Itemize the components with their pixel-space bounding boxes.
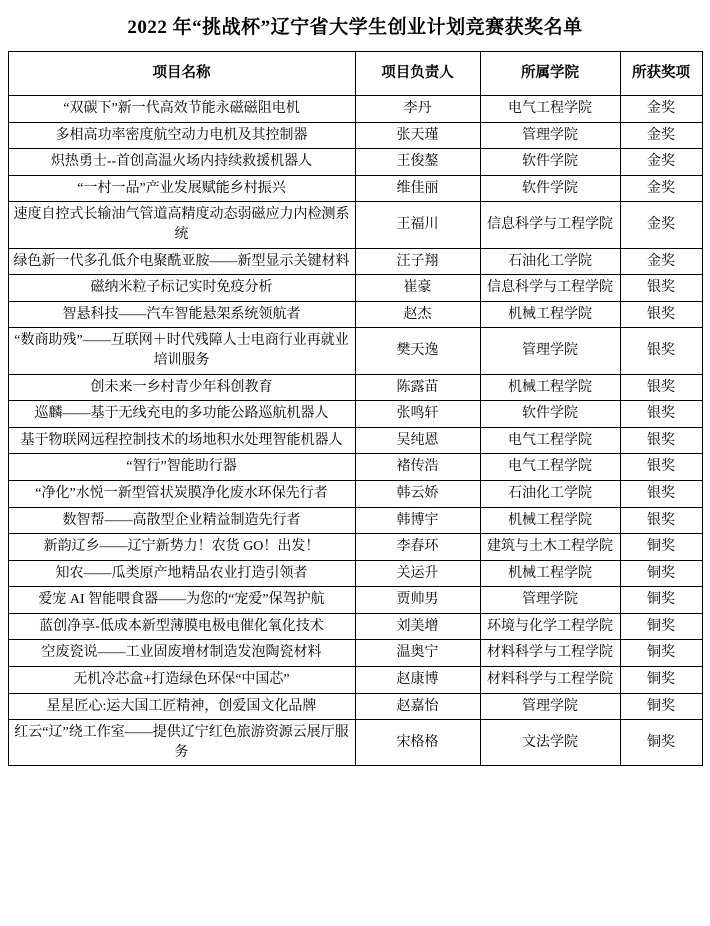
cell-college: 管理学院 xyxy=(480,587,620,614)
cell-project-leader: 汪子翔 xyxy=(355,248,480,275)
cell-project-leader: 温奥宁 xyxy=(355,640,480,667)
cell-award: 银奖 xyxy=(620,507,702,534)
cell-award: 铜奖 xyxy=(620,667,702,694)
cell-project-name: 蓝创净享-低成本新型薄膜电极电催化氧化技术 xyxy=(8,613,355,640)
cell-project-name: 创未来一乡村青少年科创教育 xyxy=(8,374,355,401)
cell-project-leader: 樊天逸 xyxy=(355,328,480,374)
table-row xyxy=(8,507,702,534)
cell-award: 银奖 xyxy=(620,427,702,454)
table-row xyxy=(8,328,702,374)
cell-project-name: 磁纳米粒子标记实时免疫分析 xyxy=(8,275,355,302)
table-row xyxy=(8,96,702,123)
cell-college: 机械工程学院 xyxy=(480,374,620,401)
cell-college: 石油化工学院 xyxy=(480,248,620,275)
cell-college: 机械工程学院 xyxy=(480,507,620,534)
table-row xyxy=(8,401,702,428)
cell-college: 电气工程学院 xyxy=(480,96,620,123)
cell-college: 石油化工学院 xyxy=(480,480,620,507)
cell-award: 铜奖 xyxy=(620,587,702,614)
cell-project-name: 基于物联网远程控制技术的场地积水处理智能机器人 xyxy=(8,427,355,454)
table-row xyxy=(8,534,702,561)
cell-project-name: 知农——瓜类原产地精品农业打造引领者 xyxy=(8,560,355,587)
cell-project-leader: 宋格格 xyxy=(355,720,480,766)
cell-project-name: “双碳下”新一代高效节能永磁磁阻电机 xyxy=(8,96,355,123)
cell-project-leader: 赵康博 xyxy=(355,667,480,694)
cell-project-name: 多相高功率密度航空动力电机及其控制器 xyxy=(8,122,355,149)
cell-project-name: 爱宠 AI 智能喂食器——为您的“宠爱”保驾护航 xyxy=(8,587,355,614)
cell-project-name: 智悬科技——汽车智能悬架系统领航者 xyxy=(8,301,355,328)
cell-award: 铜奖 xyxy=(620,534,702,561)
table-row xyxy=(8,480,702,507)
cell-project-name: 新韵辽乡——辽宁新势力！农货 GO！出发！ xyxy=(8,534,355,561)
cell-award: 银奖 xyxy=(620,480,702,507)
cell-project-name: “净化”水悦一新型管状炭膜净化废水环保先行者 xyxy=(8,480,355,507)
cell-award: 金奖 xyxy=(620,122,702,149)
table-row xyxy=(8,560,702,587)
cell-project-leader: 王福川 xyxy=(355,202,480,248)
cell-award: 铜奖 xyxy=(620,693,702,720)
header-project-leader: 项目负责人 xyxy=(355,52,480,96)
cell-project-leader: 维佳丽 xyxy=(355,175,480,202)
table-row xyxy=(8,427,702,454)
cell-project-leader: 李丹 xyxy=(355,96,480,123)
cell-project-name: 星星匠心:运大国工匠精神，创爱国文化品牌 xyxy=(8,693,355,720)
header-award: 所获奖项 xyxy=(620,52,702,96)
header-project-name: 项目名称 xyxy=(8,52,355,96)
awards-table xyxy=(8,51,703,766)
cell-award: 金奖 xyxy=(620,175,702,202)
cell-college: 信息科学与工程学院 xyxy=(480,275,620,302)
cell-college: 材料科学与工程学院 xyxy=(480,667,620,694)
cell-college: 软件学院 xyxy=(480,401,620,428)
cell-college: 机械工程学院 xyxy=(480,560,620,587)
cell-award: 金奖 xyxy=(620,96,702,123)
cell-project-leader: 张天瑾 xyxy=(355,122,480,149)
cell-project-leader: 崔豪 xyxy=(355,275,480,302)
cell-project-leader: 韩云娇 xyxy=(355,480,480,507)
cell-project-name: 数智帮——高散型企业精益制造先行者 xyxy=(8,507,355,534)
table-row xyxy=(8,454,702,481)
table-row xyxy=(8,301,702,328)
cell-college: 电气工程学院 xyxy=(480,427,620,454)
cell-college: 软件学院 xyxy=(480,175,620,202)
page-title: 2022 年“挑战杯”辽宁省大学生创业计划竞赛获奖名单 xyxy=(127,17,583,38)
table-row xyxy=(8,275,702,302)
cell-award: 银奖 xyxy=(620,454,702,481)
table-row xyxy=(8,693,702,720)
table-row xyxy=(8,587,702,614)
table-row xyxy=(8,374,702,401)
cell-award: 银奖 xyxy=(620,328,702,374)
cell-college: 环境与化学工程学院 xyxy=(480,613,620,640)
cell-project-name: 红云“辽”绕工作室——提供辽宁红色旅游资源云展厅服务 xyxy=(8,720,355,766)
cell-project-name: 空废瓷说——工业固废增材制造发泡陶瓷材料 xyxy=(8,640,355,667)
cell-project-leader: 赵嘉怡 xyxy=(355,693,480,720)
cell-project-name: 无机冷芯盒+打造绿色环保“中国芯” xyxy=(8,667,355,694)
cell-project-name: “数商助残”——互联网＋时代残障人士电商行业再就业培训服务 xyxy=(8,328,355,374)
cell-project-leader: 刘美增 xyxy=(355,613,480,640)
table-row xyxy=(8,202,702,248)
cell-award: 银奖 xyxy=(620,374,702,401)
cell-project-leader: 王俊鏊 xyxy=(355,149,480,176)
cell-college: 管理学院 xyxy=(480,693,620,720)
cell-award: 铜奖 xyxy=(620,613,702,640)
header-row xyxy=(8,52,702,96)
cell-project-name: “一村一品”产业发展赋能乡村振兴 xyxy=(8,175,355,202)
cell-project-name: 绿色新一代多孔低介电聚酰亚胺——新型显示关键材料 xyxy=(8,248,355,275)
header-college: 所属学院 xyxy=(480,52,620,96)
cell-award: 金奖 xyxy=(620,149,702,176)
cell-college: 机械工程学院 xyxy=(480,301,620,328)
cell-award: 金奖 xyxy=(620,248,702,275)
table-row xyxy=(8,667,702,694)
cell-college: 信息科学与工程学院 xyxy=(480,202,620,248)
cell-project-leader: 褚传浩 xyxy=(355,454,480,481)
cell-college: 软件学院 xyxy=(480,149,620,176)
cell-project-leader: 陈露苗 xyxy=(355,374,480,401)
cell-project-leader: 关运升 xyxy=(355,560,480,587)
cell-award: 银奖 xyxy=(620,275,702,302)
table-row xyxy=(8,122,702,149)
table-row xyxy=(8,613,702,640)
table-row xyxy=(8,149,702,176)
cell-award: 铜奖 xyxy=(620,640,702,667)
table-row xyxy=(8,720,702,766)
cell-project-leader: 韩博宇 xyxy=(355,507,480,534)
cell-project-leader: 李春环 xyxy=(355,534,480,561)
cell-college: 电气工程学院 xyxy=(480,454,620,481)
table-row xyxy=(8,175,702,202)
table-row xyxy=(8,640,702,667)
cell-project-leader: 贾帅男 xyxy=(355,587,480,614)
cell-college: 文法学院 xyxy=(480,720,620,766)
cell-project-leader: 吴纯恩 xyxy=(355,427,480,454)
cell-project-name: 巡麟——基于无线充电的多功能公路巡航机器人 xyxy=(8,401,355,428)
cell-project-name: “智行”智能助行器 xyxy=(8,454,355,481)
cell-project-leader: 赵杰 xyxy=(355,301,480,328)
cell-award: 铜奖 xyxy=(620,560,702,587)
cell-college: 材料科学与工程学院 xyxy=(480,640,620,667)
cell-award: 金奖 xyxy=(620,202,702,248)
cell-project-name: 速度自控式长输油气管道高精度动态弱磁应力内检测系统 xyxy=(8,202,355,248)
cell-award: 铜奖 xyxy=(620,720,702,766)
cell-award: 银奖 xyxy=(620,401,702,428)
cell-college: 管理学院 xyxy=(480,328,620,374)
cell-college: 建筑与土木工程学院 xyxy=(480,534,620,561)
awards-table-body xyxy=(8,96,702,766)
cell-project-name: 炽热勇士--首创高温火场内持续救援机器人 xyxy=(8,149,355,176)
cell-college: 管理学院 xyxy=(480,122,620,149)
table-row xyxy=(8,248,702,275)
cell-award: 银奖 xyxy=(620,301,702,328)
cell-project-leader: 张鸣轩 xyxy=(355,401,480,428)
